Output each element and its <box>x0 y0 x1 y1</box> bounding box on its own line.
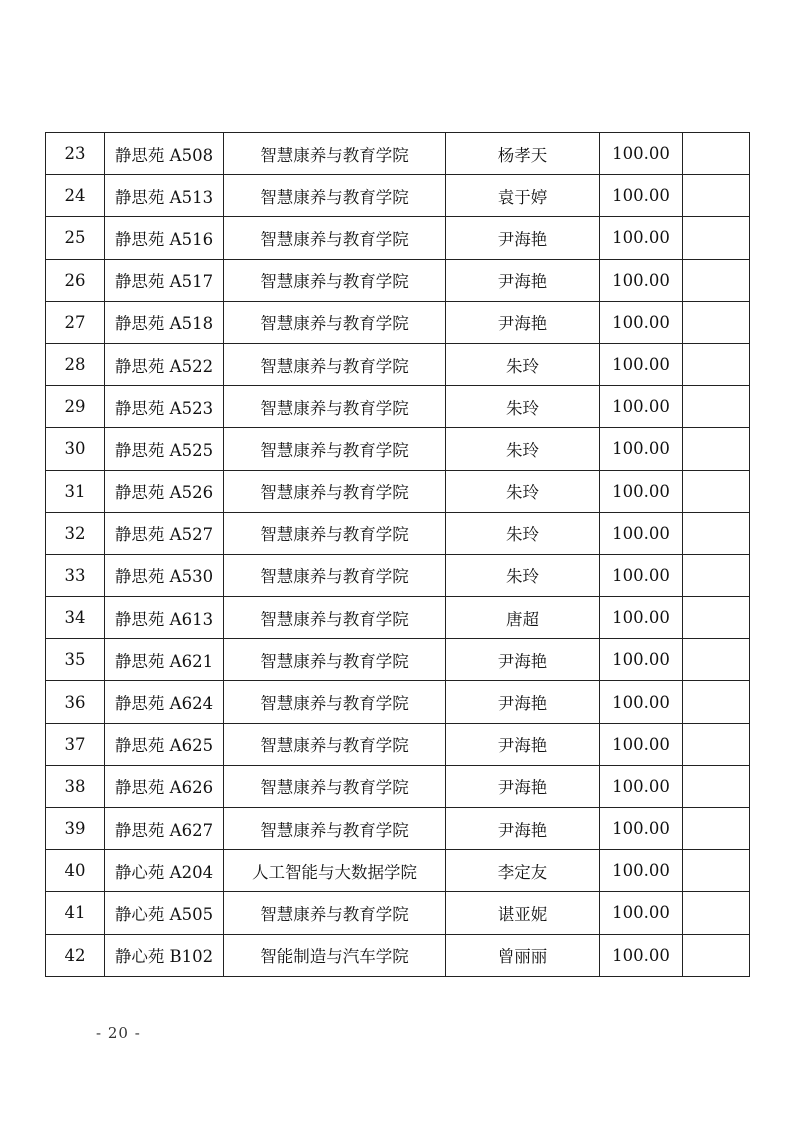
cell-college: 人工智能与大数据学院 <box>224 850 446 892</box>
cell-person: 朱玲 <box>446 386 600 428</box>
cell-note <box>683 681 750 723</box>
cell-room: 静思苑 A517 <box>105 259 224 301</box>
page-number: - 20 - <box>96 1024 141 1042</box>
cell-note <box>683 428 750 470</box>
cell-note <box>683 301 750 343</box>
table-row <box>46 934 750 976</box>
cell-number: 41 <box>46 892 105 934</box>
cell-person: 尹海艳 <box>446 765 600 807</box>
cell-room: 静思苑 A613 <box>105 597 224 639</box>
cell-score: 100.00 <box>600 301 683 343</box>
cell-score: 100.00 <box>600 175 683 217</box>
cell-room: 静思苑 A525 <box>105 428 224 470</box>
cell-person: 尹海艳 <box>446 217 600 259</box>
cell-person: 谌亚妮 <box>446 892 600 934</box>
cell-note <box>683 892 750 934</box>
cell-number: 39 <box>46 808 105 850</box>
cell-room: 静心苑 A505 <box>105 892 224 934</box>
cell-note <box>683 639 750 681</box>
cell-note <box>683 765 750 807</box>
cell-college: 智慧康养与教育学院 <box>224 175 446 217</box>
cell-number: 36 <box>46 681 105 723</box>
cell-room: 静思苑 A522 <box>105 343 224 385</box>
cell-score: 100.00 <box>600 681 683 723</box>
cell-score: 100.00 <box>600 386 683 428</box>
table-row <box>46 470 750 512</box>
cell-person: 李定友 <box>446 850 600 892</box>
table-row <box>46 597 750 639</box>
cell-score: 100.00 <box>600 597 683 639</box>
cell-room: 静思苑 A621 <box>105 639 224 681</box>
cell-college: 智慧康养与教育学院 <box>224 512 446 554</box>
cell-person: 朱玲 <box>446 512 600 554</box>
cell-number: 37 <box>46 723 105 765</box>
cell-room: 静思苑 A526 <box>105 470 224 512</box>
cell-college: 智慧康养与教育学院 <box>224 723 446 765</box>
cell-person: 唐超 <box>446 597 600 639</box>
cell-score: 100.00 <box>600 217 683 259</box>
cell-college: 智慧康养与教育学院 <box>224 301 446 343</box>
table-row <box>46 892 750 934</box>
cell-number: 32 <box>46 512 105 554</box>
cell-number: 40 <box>46 850 105 892</box>
cell-college: 智慧康养与教育学院 <box>224 259 446 301</box>
cell-number: 24 <box>46 175 105 217</box>
cell-person: 尹海艳 <box>446 808 600 850</box>
cell-room: 静思苑 A518 <box>105 301 224 343</box>
cell-college: 智能制造与汽车学院 <box>224 934 446 976</box>
cell-number: 30 <box>46 428 105 470</box>
cell-score: 100.00 <box>600 892 683 934</box>
cell-college: 智慧康养与教育学院 <box>224 428 446 470</box>
cell-person: 曾丽丽 <box>446 934 600 976</box>
cell-number: 28 <box>46 343 105 385</box>
cell-score: 100.00 <box>600 554 683 596</box>
cell-number: 25 <box>46 217 105 259</box>
cell-note <box>683 259 750 301</box>
cell-person: 朱玲 <box>446 470 600 512</box>
cell-number: 42 <box>46 934 105 976</box>
cell-person: 朱玲 <box>446 554 600 596</box>
cell-college: 智慧康养与教育学院 <box>224 892 446 934</box>
table-row <box>46 512 750 554</box>
table-row <box>46 343 750 385</box>
cell-college: 智慧康养与教育学院 <box>224 597 446 639</box>
table-row <box>46 259 750 301</box>
cell-college: 智慧康养与教育学院 <box>224 217 446 259</box>
cell-note <box>683 343 750 385</box>
cell-number: 31 <box>46 470 105 512</box>
dormitory-score-table-container <box>45 132 749 977</box>
cell-room: 静思苑 A626 <box>105 765 224 807</box>
cell-room: 静心苑 A204 <box>105 850 224 892</box>
cell-college: 智慧康养与教育学院 <box>224 808 446 850</box>
table-row <box>46 723 750 765</box>
cell-number: 35 <box>46 639 105 681</box>
table-row <box>46 175 750 217</box>
cell-person: 袁于婷 <box>446 175 600 217</box>
cell-number: 34 <box>46 597 105 639</box>
cell-number: 29 <box>46 386 105 428</box>
table-row <box>46 554 750 596</box>
cell-room: 静思苑 A513 <box>105 175 224 217</box>
dormitory-score-table <box>45 132 750 977</box>
cell-room: 静思苑 A508 <box>105 133 224 175</box>
cell-person: 尹海艳 <box>446 723 600 765</box>
cell-person: 朱玲 <box>446 343 600 385</box>
cell-score: 100.00 <box>600 470 683 512</box>
cell-score: 100.00 <box>600 723 683 765</box>
table-row <box>46 808 750 850</box>
table-row <box>46 681 750 723</box>
cell-score: 100.00 <box>600 808 683 850</box>
cell-score: 100.00 <box>600 133 683 175</box>
cell-note <box>683 723 750 765</box>
cell-note <box>683 554 750 596</box>
cell-college: 智慧康养与教育学院 <box>224 554 446 596</box>
table-row <box>46 765 750 807</box>
cell-person: 尹海艳 <box>446 639 600 681</box>
cell-note <box>683 850 750 892</box>
cell-college: 智慧康养与教育学院 <box>224 470 446 512</box>
cell-score: 100.00 <box>600 343 683 385</box>
cell-college: 智慧康养与教育学院 <box>224 765 446 807</box>
table-row <box>46 301 750 343</box>
cell-college: 智慧康养与教育学院 <box>224 639 446 681</box>
cell-number: 23 <box>46 133 105 175</box>
cell-score: 100.00 <box>600 934 683 976</box>
cell-note <box>683 386 750 428</box>
cell-number: 33 <box>46 554 105 596</box>
cell-score: 100.00 <box>600 428 683 470</box>
cell-score: 100.00 <box>600 850 683 892</box>
cell-score: 100.00 <box>600 765 683 807</box>
cell-score: 100.00 <box>600 259 683 301</box>
cell-note <box>683 470 750 512</box>
cell-person: 尹海艳 <box>446 681 600 723</box>
cell-note <box>683 808 750 850</box>
cell-note <box>683 597 750 639</box>
cell-room: 静思苑 A530 <box>105 554 224 596</box>
table-row <box>46 639 750 681</box>
cell-note <box>683 512 750 554</box>
cell-room: 静思苑 A527 <box>105 512 224 554</box>
cell-college: 智慧康养与教育学院 <box>224 133 446 175</box>
cell-number: 26 <box>46 259 105 301</box>
cell-room: 静思苑 A523 <box>105 386 224 428</box>
cell-college: 智慧康养与教育学院 <box>224 343 446 385</box>
cell-person: 尹海艳 <box>446 301 600 343</box>
cell-score: 100.00 <box>600 639 683 681</box>
cell-score: 100.00 <box>600 512 683 554</box>
table-row <box>46 133 750 175</box>
table-body <box>46 133 750 977</box>
cell-person: 尹海艳 <box>446 259 600 301</box>
table-row <box>46 386 750 428</box>
cell-room: 静思苑 A516 <box>105 217 224 259</box>
cell-person: 杨孝天 <box>446 133 600 175</box>
cell-college: 智慧康养与教育学院 <box>224 681 446 723</box>
table-row <box>46 217 750 259</box>
table-row <box>46 850 750 892</box>
cell-room: 静思苑 A624 <box>105 681 224 723</box>
cell-room: 静心苑 B102 <box>105 934 224 976</box>
cell-note <box>683 934 750 976</box>
cell-room: 静思苑 A627 <box>105 808 224 850</box>
cell-note <box>683 217 750 259</box>
table-row <box>46 428 750 470</box>
cell-person: 朱玲 <box>446 428 600 470</box>
cell-room: 静思苑 A625 <box>105 723 224 765</box>
cell-number: 38 <box>46 765 105 807</box>
cell-number: 27 <box>46 301 105 343</box>
cell-college: 智慧康养与教育学院 <box>224 386 446 428</box>
cell-note <box>683 175 750 217</box>
cell-note <box>683 133 750 175</box>
